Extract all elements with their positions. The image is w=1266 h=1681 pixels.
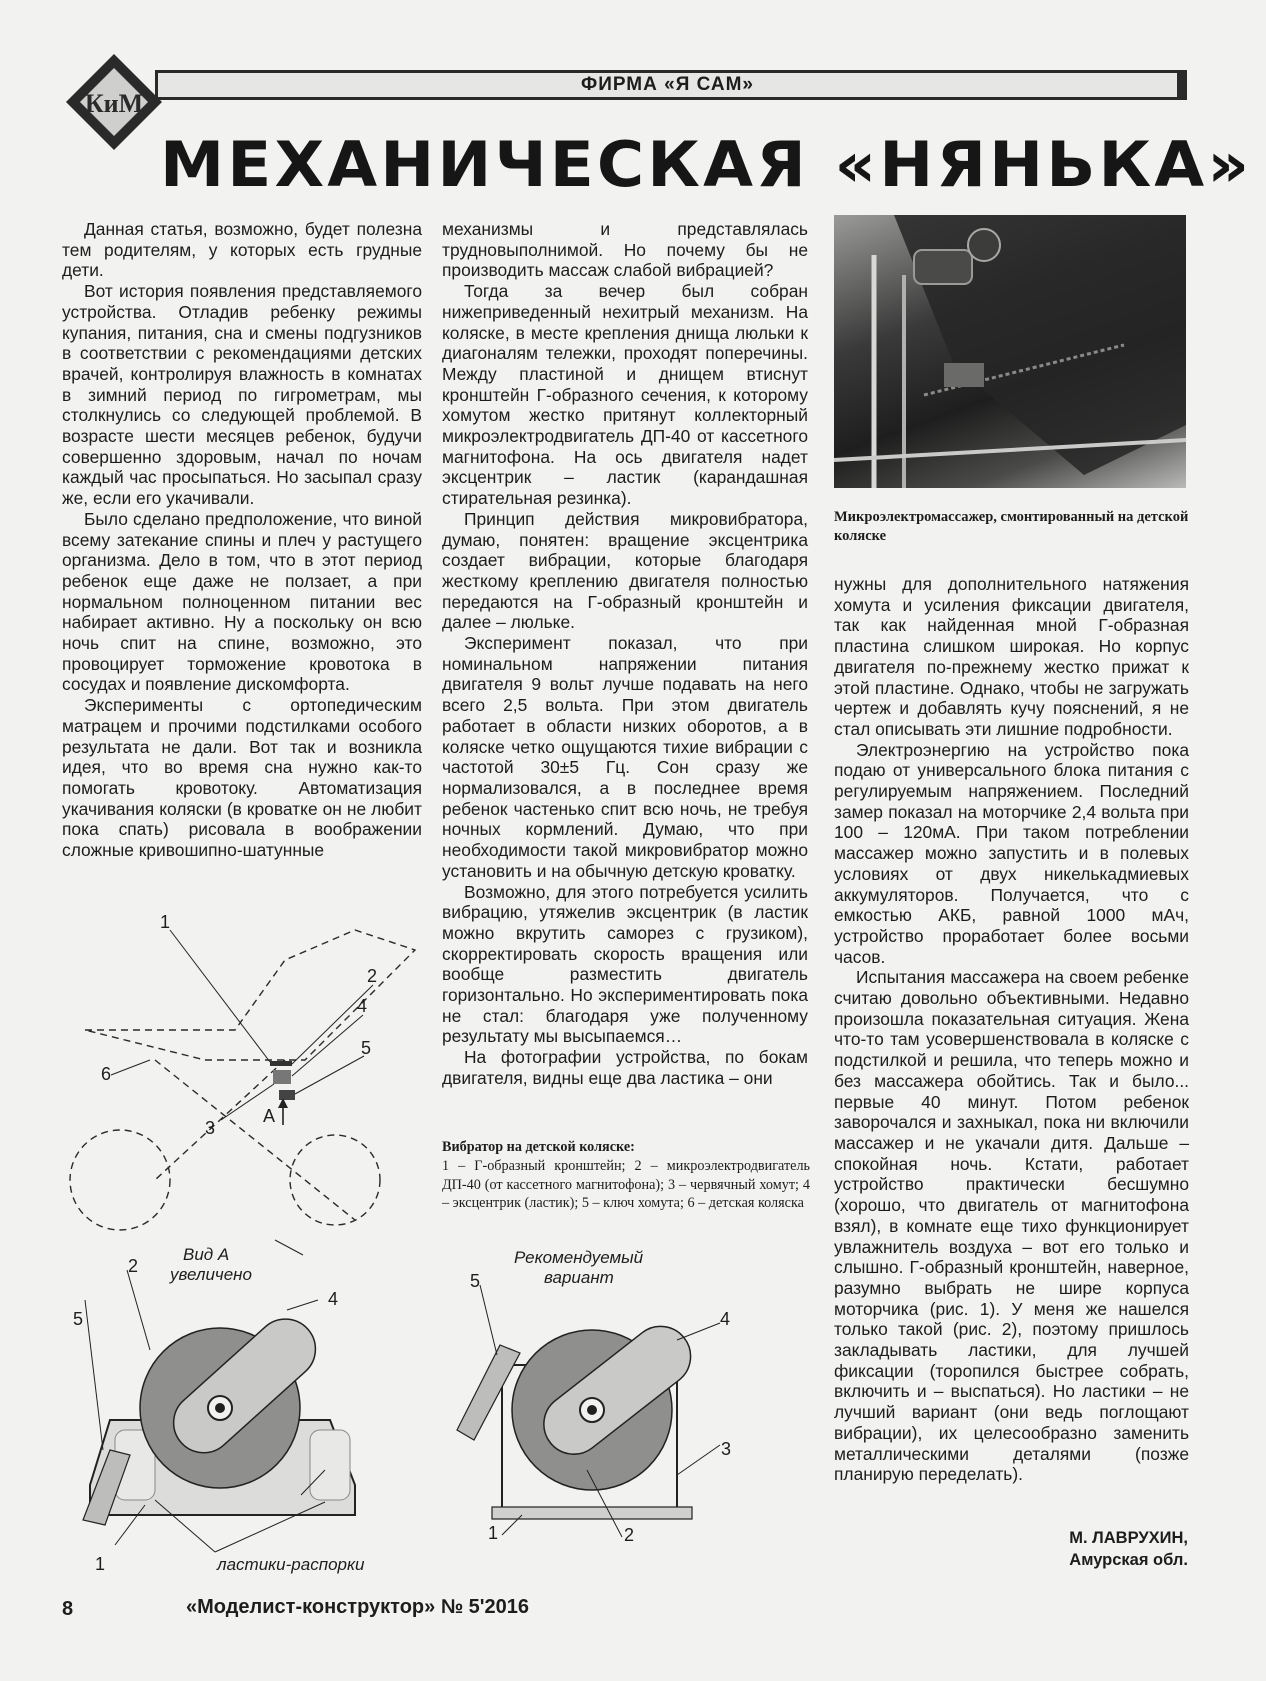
variant-callout-2: 2 xyxy=(624,1525,635,1545)
paragraph: механизмы и представлялась трудновыполнимой. Но почему бы не производить массаж слабой вибрацией? xyxy=(442,219,808,281)
detail-callout-1: 1 xyxy=(95,1554,106,1574)
journal-footer: «Моделист-конструктор» № 5'2016 xyxy=(186,1596,530,1618)
recommended-label: Рекомендуемый xyxy=(514,1248,644,1267)
logo-text: КиМ xyxy=(84,89,144,118)
text-column-1 xyxy=(62,219,422,861)
recommended-sublabel: вариант xyxy=(544,1268,614,1287)
callout-2: 2 xyxy=(367,966,378,986)
view-a-detail xyxy=(55,1240,385,1574)
paragraph: Электроэнергию на устройство пока подаю от универсального блока питания с регулируемым напряжением. Последний замер показал на моторчике 2,4 вольта при 100 – 120мА. При таком потреблении массажер можно запустить и в полевых условиях от двух никелькадмиевых аккумуляторов. Получается, что с емкостью АКБ, равной 1000 мАч, устройство проработает более восьми часов. xyxy=(834,739,1189,967)
callout-1: 1 xyxy=(160,912,171,932)
paragraph: Возможно, для этого потребуется усилить вибрацию, утяжелив эксцентрик (в ластик можно вкрутить саморез с грузиком), скорректировать скорость вращения или вообще разместить двигатель горизонтально. Но экспериментировать пока не стал: благодаря уже полученному результату мы высыпаемся… xyxy=(442,881,808,1047)
rubric-label: ФИРМА «Я САМ» xyxy=(581,74,754,95)
photo-caption: Микроэлектромассажер, смонтированный на детской коляске xyxy=(834,509,1189,544)
variant-callout-1: 1 xyxy=(488,1523,499,1543)
detail-callout-2: 2 xyxy=(128,1256,139,1276)
paragraph: Эксперимент показал, что при номинальном напряжении питания двигателя 9 вольт лучше подавать на него всего 2,5 вольта. При этом двигатель работает в области низких оборотов, а в коляске четко ощущаются тихие вибрации с частотой 30±5 Гц. Сон сразу же нормализовался, а в последнее время ребенок частенько спит всю ночь, не требуя ночных кормлений. Думаю, что при необходимости такой микровибратор можно установить и на обычную детскую кроватку. xyxy=(442,633,808,881)
variant-callout-3: 3 xyxy=(721,1439,732,1459)
device-photo xyxy=(834,215,1186,488)
author-region: Амурская обл. xyxy=(1069,1551,1188,1569)
author-name: М. ЛАВРУХИН, xyxy=(1069,1529,1188,1547)
page-number: 8 xyxy=(62,1598,74,1620)
variant-callout-4: 4 xyxy=(720,1309,731,1329)
rubric-bar xyxy=(155,70,1187,100)
paragraph: нужны для дополнительного натяжения хомута и усиления фиксации двигателя, так как найденная мной Г-образная пластина слишком широкая. Но корпус двигателя по-прежнему жестко прижат к этой пластине. Однако, чтобы не загружать чертеж и добавлять кучу пояснений, я не стал описывать эти лишние подробности. xyxy=(834,574,1189,739)
legend-title: Вибратор на детской коляске: xyxy=(442,1139,635,1155)
view-a-label: Вид А xyxy=(183,1245,230,1264)
paragraph: Тогда за вечер был собран нижеприведенный нехитрый механизм. На коляске, в месте крепления днища люльки к диагоналям тележки, проходят поперечины. Между пластиной и днищем втиснут кронштейн Г-образного сечения, к которому хомутом жестко притянут коллекторный микроэлектродвигатель ДП-40 от кассетного магнитофона. На ось двигателя надет эксцентрик – ластик (карандашная стирательная резинка). xyxy=(442,281,808,509)
callout-6: 6 xyxy=(101,1064,112,1084)
detail-callout-4: 4 xyxy=(328,1289,339,1309)
detail-callout-5: 5 xyxy=(73,1309,84,1329)
view-a-sublabel: увеличено xyxy=(170,1265,252,1284)
callout-4: 4 xyxy=(357,996,368,1016)
stroller-schematic xyxy=(55,912,435,1240)
magazine-logo xyxy=(64,52,164,152)
legend-text: 1 – Г-образный кронштейн; 2 – микроэлектродвигатель ДП-40 (от кассетного магнитофона); 3 – червячный хомут; 4 – эксцентрик (ластик); 5 – ключ хомута; 6 – детская коляска xyxy=(442,1157,810,1212)
paragraph: Испытания массажера на своем ребенке считаю довольно объективными. Недавно произошла показательная ситуация. Жена что-то там усовершенствовала в коляске с подстилкой и решила, что теперь можно и без массажера обойтись. Так и было... первые 40 минут. Потом ребенок заворочался и захныкал, пока ни включили массажер и не укачали дитя. Дальше – спокойная ночь. Кстати, работает устройство практически бесшумно (хорошо, что двигатель от магнитофона взял), в комнате еще тихо функционирует увлажнитель воздуха – вот его только и слышно. Г-образный кронштейн, наверное, разумно выбрать не шире корпуса моторчика (рис. 1). У меня же нашелся только такой (рис. 2), поэтому пришлось закладывать ластики, для лучшей фиксации (торопился быстрее собрать, включить и – выспаться). Но ластики – не лучший вариант (они ведь поглощают вибрации), их целесообразно заменить металлическими деталями (позже планирую переделать). xyxy=(834,967,1189,1485)
author-signature xyxy=(1069,1527,1188,1571)
paragraph: Было сделано предположение, что виной всему затекание спины и плеч у растущего организма. Дело в том, что в этот период ребенок еще даже не ползает, а при нормальном полноценном питании вес набирает активно. Ну а поскольку он всю ночь спит на спине, возможно, это провоцирует торможение кровотока в сосудах и появление дискомфорта. xyxy=(62,508,422,695)
spacers-label: ластики-распорки xyxy=(217,1555,365,1574)
text-column-2 xyxy=(442,219,808,1089)
paragraph: Принцип действия микровибратора, думаю, понятен: вращение эксцентрика создает вибрации, которые благодаря жесткому креплению двигателя полностью передаются на Г-образный кронштейн и далее – люльке. xyxy=(442,508,808,633)
text-column-3 xyxy=(834,574,1189,1485)
paragraph: Эксперименты с ортопедическим матрацем и прочими подстилками особого результата не дали. Вот так и возникла идея, что во время сна нужно как-то помогать кровотоку. Автоматизация укачивания коляски (в кроватке он не любит пока спать) рисовала в воображении сложные кривошипно-шатунные xyxy=(62,695,422,861)
paragraph: Вот история появления представляемого устройства. Отладив ребенку режимы купания, питания, сна и смены подгузников в соответствии с рекомендациями детских врачей, контролируя влажность в комнатах в зимний период по гигрометрам, мы столкнулись со следующей проблемой. В возрасте шести месяцев ребенок, будучи совершенно здоровым, начал по ночам каждый час просыпаться. Но засыпал сразу же, если его укачивали. xyxy=(62,281,422,509)
callout-5: 5 xyxy=(361,1038,372,1058)
recommended-variant xyxy=(462,1245,762,1545)
variant-callout-5: 5 xyxy=(470,1271,481,1291)
article-title: МЕХАНИЧЕСКАЯ «НЯНЬКА» xyxy=(160,128,1253,201)
callout-3: 3 xyxy=(205,1118,216,1138)
figure-legend xyxy=(442,1138,810,1213)
photo-illustration xyxy=(834,215,1186,488)
paragraph: На фотографии устройства, по бокам двигателя, видны еще два ластика – они xyxy=(442,1047,808,1088)
paragraph: Данная статья, возможно, будет полезна тем родителям, у которых есть грудные дети. xyxy=(62,219,422,281)
arrow-label-a: А xyxy=(263,1106,276,1126)
